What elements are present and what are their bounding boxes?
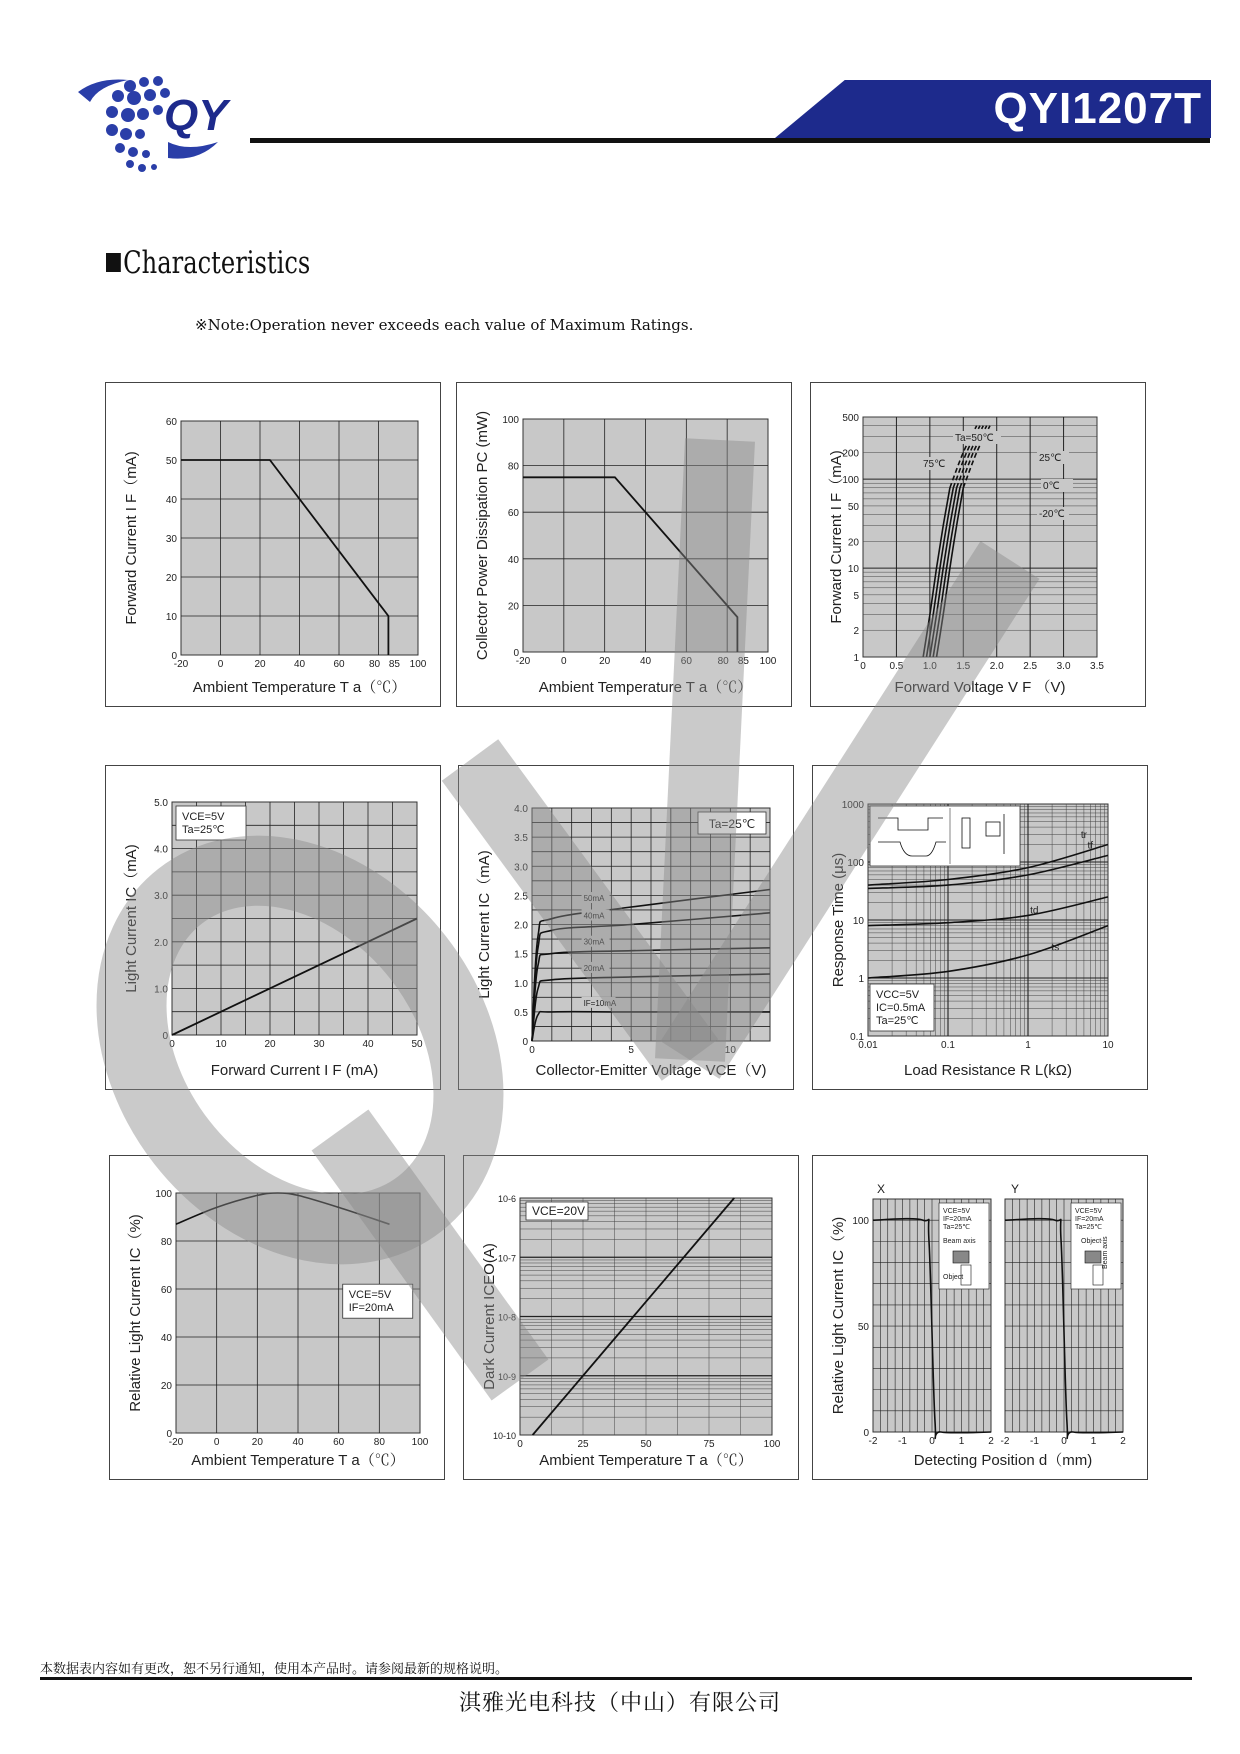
section-title-text: Characteristics: [123, 245, 311, 281]
y-tick-label: 1: [858, 974, 864, 985]
x-tick-label: 80: [717, 656, 729, 667]
y-tick-label: 100: [842, 475, 859, 487]
subplot-axis-label: Y: [1011, 1182, 1020, 1196]
y-tick-label: 10: [852, 916, 864, 927]
inset-label: Object: [1081, 1238, 1102, 1245]
x-tick-label: 20: [251, 1437, 263, 1448]
y-axis-title: Collector Power Dissipation PC (mW): [474, 410, 491, 661]
x-tick-label: -20: [168, 1437, 184, 1448]
y-tick-label: 50: [847, 501, 859, 513]
y-axis-title: Relative Light Current IC（%): [127, 1214, 144, 1412]
legend-text: IF=20mA: [348, 1302, 394, 1315]
bullet-square: [106, 253, 121, 272]
y-tick-label: 5: [853, 590, 859, 602]
x-tick-label: 85: [388, 659, 400, 670]
y-tick-label: 20: [507, 601, 519, 613]
p1-svg: [106, 383, 440, 706]
y-tick-label: 0: [863, 1428, 869, 1439]
legend-text: IF=20mA: [943, 1216, 972, 1223]
x-tick-label: 1.5: [956, 661, 971, 672]
x-tick-label: 3.0: [1056, 661, 1071, 672]
x-tick-label: 0: [529, 1045, 535, 1056]
p2-svg: [457, 383, 791, 706]
x-axis-title: Forward Voltage V F （V): [894, 679, 1066, 696]
x-tick-label: 50: [640, 1439, 652, 1450]
inset-label: Beam axis: [943, 1238, 976, 1245]
x-axis-title: Detecting Position d（mm): [913, 1452, 1093, 1469]
model-number: QYI1207T: [993, 84, 1202, 133]
x-tick-label: 10: [724, 1045, 736, 1056]
y-tick-label: 100: [502, 415, 519, 426]
header-rule: [250, 138, 1210, 143]
x-tick-label: 60: [333, 659, 345, 670]
x-tick-label: 2: [1120, 1436, 1126, 1447]
y-axis-title: Light Current IC（mA): [123, 844, 140, 993]
y-axis-title: Forward Current I F（mA): [123, 451, 140, 625]
series-label: 50mA: [583, 894, 605, 904]
legend-text: VCE=5V: [1075, 1208, 1103, 1215]
y-tick-label: 80: [160, 1237, 172, 1248]
p6-svg: [813, 766, 1147, 1089]
x-tick-label: 0: [213, 1437, 220, 1448]
legend-text: Ta=25℃: [876, 1015, 919, 1027]
x-tick-label: 100: [763, 1439, 781, 1450]
inset-label: Object: [943, 1274, 964, 1281]
y-tick-label: 20: [165, 573, 177, 584]
y-tick-label: 3.0: [514, 862, 528, 874]
p3-svg: [811, 383, 1145, 706]
y-tick-label: 200: [842, 448, 859, 460]
legend-text: Ta=25℃: [182, 824, 225, 836]
legend-text: VCC=5V: [876, 989, 920, 1001]
x-tick-label: 2.5: [1023, 661, 1038, 672]
x-tick-label: 0.01: [858, 1040, 878, 1051]
x-tick-label: 50: [411, 1039, 423, 1050]
y-tick-label: 2.0: [154, 937, 168, 949]
x-tick-label: 100: [759, 656, 777, 667]
y-tick-label: 0: [513, 648, 519, 659]
x-tick-label: 100: [411, 1437, 429, 1448]
x-tick-label: 60: [680, 656, 692, 667]
y-tick-label: 50: [165, 456, 177, 467]
p8-svg: [464, 1156, 798, 1479]
chart-power-dissipation-vs-temp: [456, 382, 792, 707]
y-tick-label: 100: [155, 1189, 172, 1200]
chart-light-current-vs-forward-current: [105, 765, 441, 1090]
y-tick-label: 100: [852, 1216, 869, 1228]
x-tick-label: 1: [1090, 1436, 1097, 1447]
series-label: Ta=50℃: [955, 433, 994, 444]
x-axis-title: Ambient Temperature T a（℃）: [538, 679, 753, 696]
y-tick-label: 0.5: [514, 1007, 528, 1019]
x-tick-label: 40: [293, 659, 306, 670]
x-tick-label: 5: [628, 1045, 634, 1056]
y-tick-label: 10: [165, 612, 177, 623]
y-tick-label: 1.5: [514, 949, 528, 961]
x-axis-title: Load Resistance R L(kΩ): [904, 1062, 1072, 1079]
y-tick-label: 30: [165, 534, 177, 545]
chart-forward-current-vs-voltage: [810, 382, 1146, 707]
x-tick-label: 85: [737, 656, 749, 667]
x-tick-label: 0: [929, 1436, 935, 1447]
p7-svg: [110, 1156, 444, 1479]
legend-text: Ta=25℃: [708, 817, 756, 831]
p5-svg: [459, 766, 793, 1089]
y-tick-label: 20: [160, 1381, 172, 1392]
legend-text: VCE=5V: [943, 1208, 971, 1215]
chart-relative-light-current-vs-position: [812, 1155, 1148, 1480]
series-label: 20mA: [583, 963, 605, 973]
x-tick-label: 2.0: [989, 661, 1004, 672]
y-tick-label: 40: [165, 495, 177, 506]
series-label: IF=10mA: [583, 998, 617, 1008]
y-tick-label: 0: [162, 1031, 168, 1042]
footer-disclaimer: 本数据表内容如有更改，恕不另行通知，使用本产品时。请参阅最新的规格说明。: [40, 1661, 509, 1676]
x-tick-label: -20: [515, 656, 531, 667]
y-tick-label: 0: [522, 1037, 528, 1048]
y-tick-label: 500: [842, 413, 859, 424]
y-tick-label: 1.0: [514, 978, 528, 990]
x-tick-label: 0.5: [889, 661, 904, 672]
y-tick-label: 3.0: [154, 891, 168, 903]
x-tick-label: 0: [561, 656, 567, 667]
chart-light-current-vs-vce: [458, 765, 794, 1090]
legend-text: Ta=25℃: [1075, 1224, 1103, 1231]
x-tick-label: 80: [368, 659, 381, 670]
y-tick-label: 0.1: [850, 1032, 864, 1043]
x-tick-label: 40: [639, 656, 652, 667]
y-tick-label: 10-7: [497, 1253, 516, 1264]
y-axis-title: Relative Light Current IC（%): [830, 1216, 847, 1415]
x-tick-label: -1: [1030, 1436, 1039, 1447]
y-tick-label: 2.5: [514, 891, 528, 903]
x-tick-label: 20: [254, 659, 266, 670]
ratings-note: ※Note:Operation never exceeds each value of Maximum Ratings.: [195, 316, 694, 334]
subplot-axis-label: X: [877, 1182, 886, 1196]
y-tick-label: 100: [847, 858, 864, 869]
x-tick-label: -2: [1000, 1436, 1010, 1447]
x-tick-label: 40: [292, 1437, 304, 1448]
p4-svg: [106, 766, 440, 1089]
x-tick-label: 30: [313, 1039, 325, 1050]
x-axis-title: Ambient Temperature T a（℃）: [539, 1452, 753, 1469]
x-tick-label: 0.1: [941, 1040, 955, 1051]
series-label: 0℃: [1043, 481, 1060, 492]
legend-text: IF=20mA: [1075, 1216, 1104, 1223]
y-tick-label: 40: [160, 1333, 172, 1344]
x-tick-label: 0: [517, 1439, 523, 1450]
section-title: [106, 245, 310, 281]
x-tick-label: 10: [215, 1039, 227, 1050]
object-block: [953, 1251, 969, 1263]
y-tick-label: 0: [166, 1429, 172, 1440]
x-tick-label: 3.5: [1090, 661, 1104, 672]
x-tick-label: 0: [1061, 1436, 1067, 1447]
y-tick-label: 10-6: [497, 1194, 516, 1204]
y-tick-label: 2.0: [514, 920, 528, 932]
chart-dark-current-vs-temp: [463, 1155, 799, 1480]
series-label: ts: [1051, 942, 1060, 954]
x-tick-label: 75: [703, 1439, 715, 1450]
object-block: [1085, 1251, 1101, 1263]
company-logo: [68, 72, 258, 187]
x-tick-label: 1: [958, 1436, 965, 1447]
y-tick-label: 60: [160, 1285, 172, 1296]
x-tick-label: 0: [169, 1039, 175, 1050]
y-tick-label: 10-9: [497, 1371, 516, 1382]
y-axis-title: Light Current IC（mA): [476, 850, 493, 999]
series-label: tf: [1087, 840, 1094, 852]
x-tick-label: 10: [1102, 1040, 1114, 1051]
series-label: td: [1030, 905, 1039, 917]
x-tick-label: 20: [264, 1039, 276, 1050]
series-label: 30mA: [583, 937, 605, 947]
y-tick-label: 0: [171, 651, 177, 662]
y-tick-label: 10-10: [492, 1431, 516, 1441]
x-tick-label: 2: [988, 1436, 994, 1447]
x-axis-title: Forward Current I F (mA): [210, 1062, 379, 1079]
y-axis-title: Dark Current ICEO(A): [481, 1243, 498, 1390]
x-tick-label: 80: [373, 1437, 385, 1448]
p9-svg: [813, 1156, 1147, 1479]
y-tick-label: 60: [165, 417, 177, 428]
chart-relative-light-current-vs-temp: [109, 1155, 445, 1480]
logo-text: QY: [164, 91, 228, 140]
x-axis-title: Collector-Emitter Voltage VCE（V): [535, 1062, 767, 1079]
y-tick-label: 80: [507, 461, 519, 473]
x-tick-label: 1: [1025, 1040, 1031, 1051]
legend-text: VCE=20V: [532, 1204, 586, 1218]
series-label: 25℃: [1039, 453, 1062, 464]
chart-response-time-vs-load: [812, 765, 1148, 1090]
y-tick-label: 10: [847, 564, 859, 576]
y-tick-label: 1.0: [154, 984, 168, 996]
y-tick-label: 3.5: [514, 833, 528, 845]
legend-text: Ta=25℃: [943, 1224, 971, 1231]
inset-label: Beam axis: [1102, 1236, 1109, 1269]
footer-rule: [40, 1677, 1192, 1680]
x-tick-label: 100: [409, 659, 427, 670]
footer-company: 淇雅光电科技（中山）有限公司: [458, 1690, 781, 1715]
series-label: -20℃: [1039, 509, 1065, 520]
series-label: 40mA: [583, 911, 605, 921]
y-tick-label: 10-8: [497, 1312, 516, 1323]
legend-text: IC=0.5mA: [876, 1002, 926, 1014]
y-tick-label: 1: [853, 653, 859, 664]
chart-forward-current-vs-temp: [105, 382, 441, 707]
x-tick-label: 25: [577, 1439, 589, 1450]
x-tick-label: 60: [333, 1437, 345, 1448]
x-tick-label: 20: [599, 656, 611, 667]
series-label: 75℃: [923, 459, 946, 470]
legend-text: VCE=5V: [348, 1289, 392, 1302]
x-axis-title: Ambient Temperature T a（℃）: [191, 1452, 405, 1469]
legend-text: VCE=5V: [182, 811, 225, 823]
y-tick-label: 4.0: [514, 804, 528, 815]
y-tick-label: 4.0: [154, 844, 168, 856]
x-tick-label: 0: [217, 659, 224, 670]
y-tick-label: 60: [507, 508, 519, 520]
y-tick-label: 40: [507, 554, 519, 566]
x-tick-label: 0: [860, 661, 866, 672]
series-label: tr: [1080, 829, 1087, 841]
y-tick-label: 20: [847, 537, 859, 549]
x-tick-label: 40: [362, 1039, 374, 1050]
x-tick-label: -20: [173, 659, 189, 670]
y-axis-title: Response Time (μs): [830, 852, 847, 988]
y-axis-title: Forward Current I F（mA): [828, 450, 845, 624]
x-axis-title: Ambient Temperature T a（℃）: [192, 679, 407, 696]
y-tick-label: 1000: [841, 800, 864, 811]
x-tick-label: -1: [898, 1436, 907, 1447]
y-tick-label: 50: [857, 1322, 869, 1334]
y-tick-label: 5.0: [154, 798, 168, 809]
x-tick-label: 1.0: [922, 661, 937, 672]
y-tick-label: 2: [853, 626, 859, 638]
x-tick-label: -2: [868, 1436, 878, 1447]
